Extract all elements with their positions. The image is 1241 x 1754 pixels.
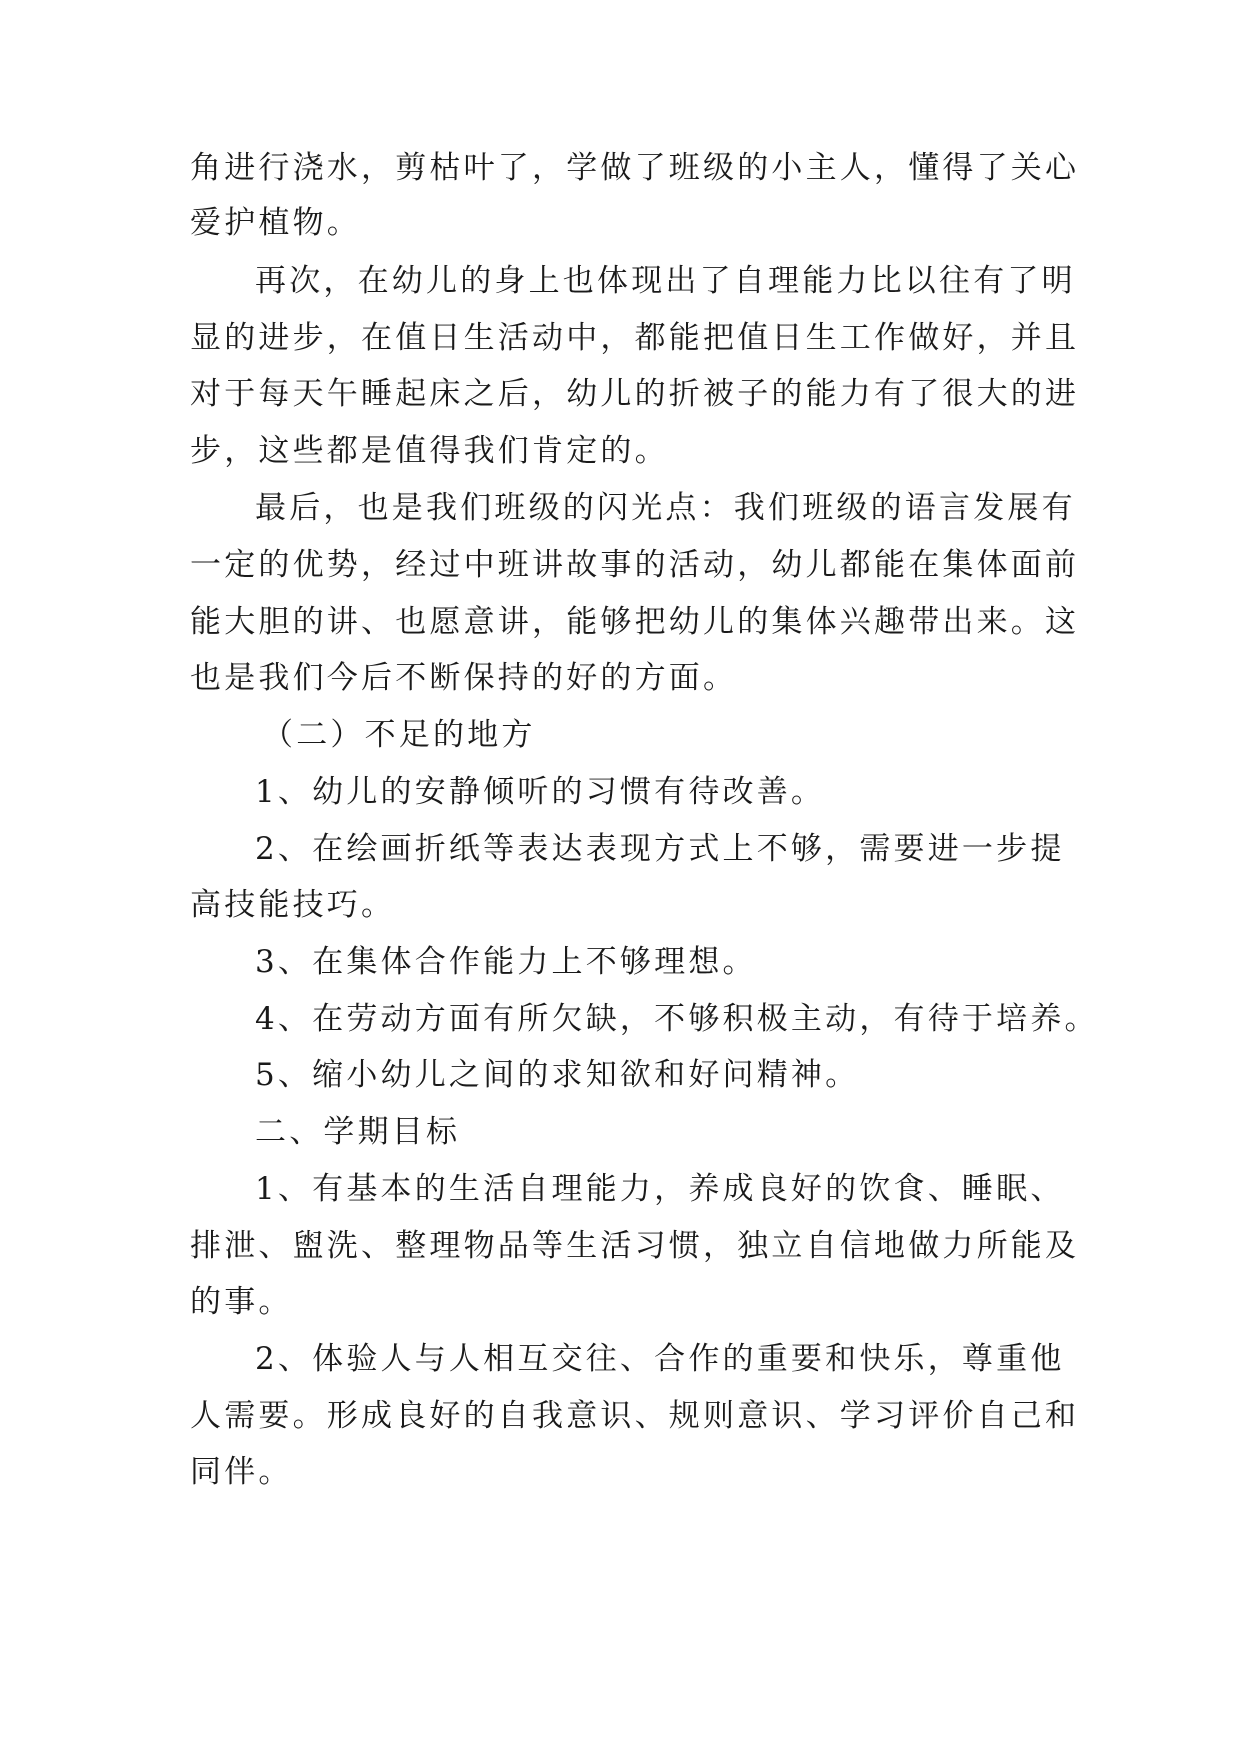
text-line: 步，这些都是值得我们肯定的。 (190, 433, 669, 469)
paragraph-start: 最后，也是我们班级的闪光点：我们班级的语言发展有 (255, 490, 1076, 526)
text-line: 爱护植物。 (190, 205, 361, 241)
text-line: 角进行浇水，剪枯叶了，学做了班级的小主人，懂得了关心 (190, 150, 1080, 186)
text-line: 高技能技巧。 (190, 887, 396, 923)
list-item: 1、有基本的生活自理能力，养成良好的饮食、睡眠、 (255, 1171, 1065, 1207)
text-line: 对于每天午睡起床之后，幼儿的折被子的能力有了很大的进 (190, 376, 1080, 412)
list-item: 1、幼儿的安静倾听的习惯有待改善。 (255, 774, 826, 810)
text-line: 显的进步，在值日生活动中，都能把值日生工作做好，并且 (190, 320, 1080, 356)
list-item: 4、在劳动方面有所欠缺，不够积极主动，有待于培养。 (255, 1001, 1099, 1037)
text-line: 同伴。 (190, 1454, 293, 1490)
list-item: 2、体验人与人相互交往、合作的重要和快乐，尊重他 (255, 1341, 1065, 1377)
text-line: 一定的优势，经过中班讲故事的活动，幼儿都能在集体面前 (190, 547, 1080, 583)
text-line: 也是我们今后不断保持的好的方面。 (190, 660, 738, 696)
list-item: 5、缩小幼儿之间的求知欲和好问精神。 (255, 1057, 860, 1093)
text-line: 能大胆的讲、也愿意讲，能够把幼儿的集体兴趣带出来。这 (190, 604, 1080, 640)
list-item: 3、在集体合作能力上不够理想。 (255, 944, 757, 980)
list-item: 2、在绘画折纸等表达表现方式上不够，需要进一步提 (255, 831, 1065, 867)
text-line: 的事。 (190, 1284, 293, 1320)
paragraph-start: 再次，在幼儿的身上也体现出了自理能力比以往有了明 (255, 263, 1076, 299)
text-line: 排泄、盥洗、整理物品等生活习惯，独立自信地做力所能及 (190, 1228, 1080, 1264)
section-heading: 二、学期目标 (255, 1114, 461, 1150)
section-heading: （二）不足的地方 (262, 717, 536, 753)
text-line: 人需要。形成良好的自我意识、规则意识、学习评价自己和 (190, 1398, 1080, 1434)
